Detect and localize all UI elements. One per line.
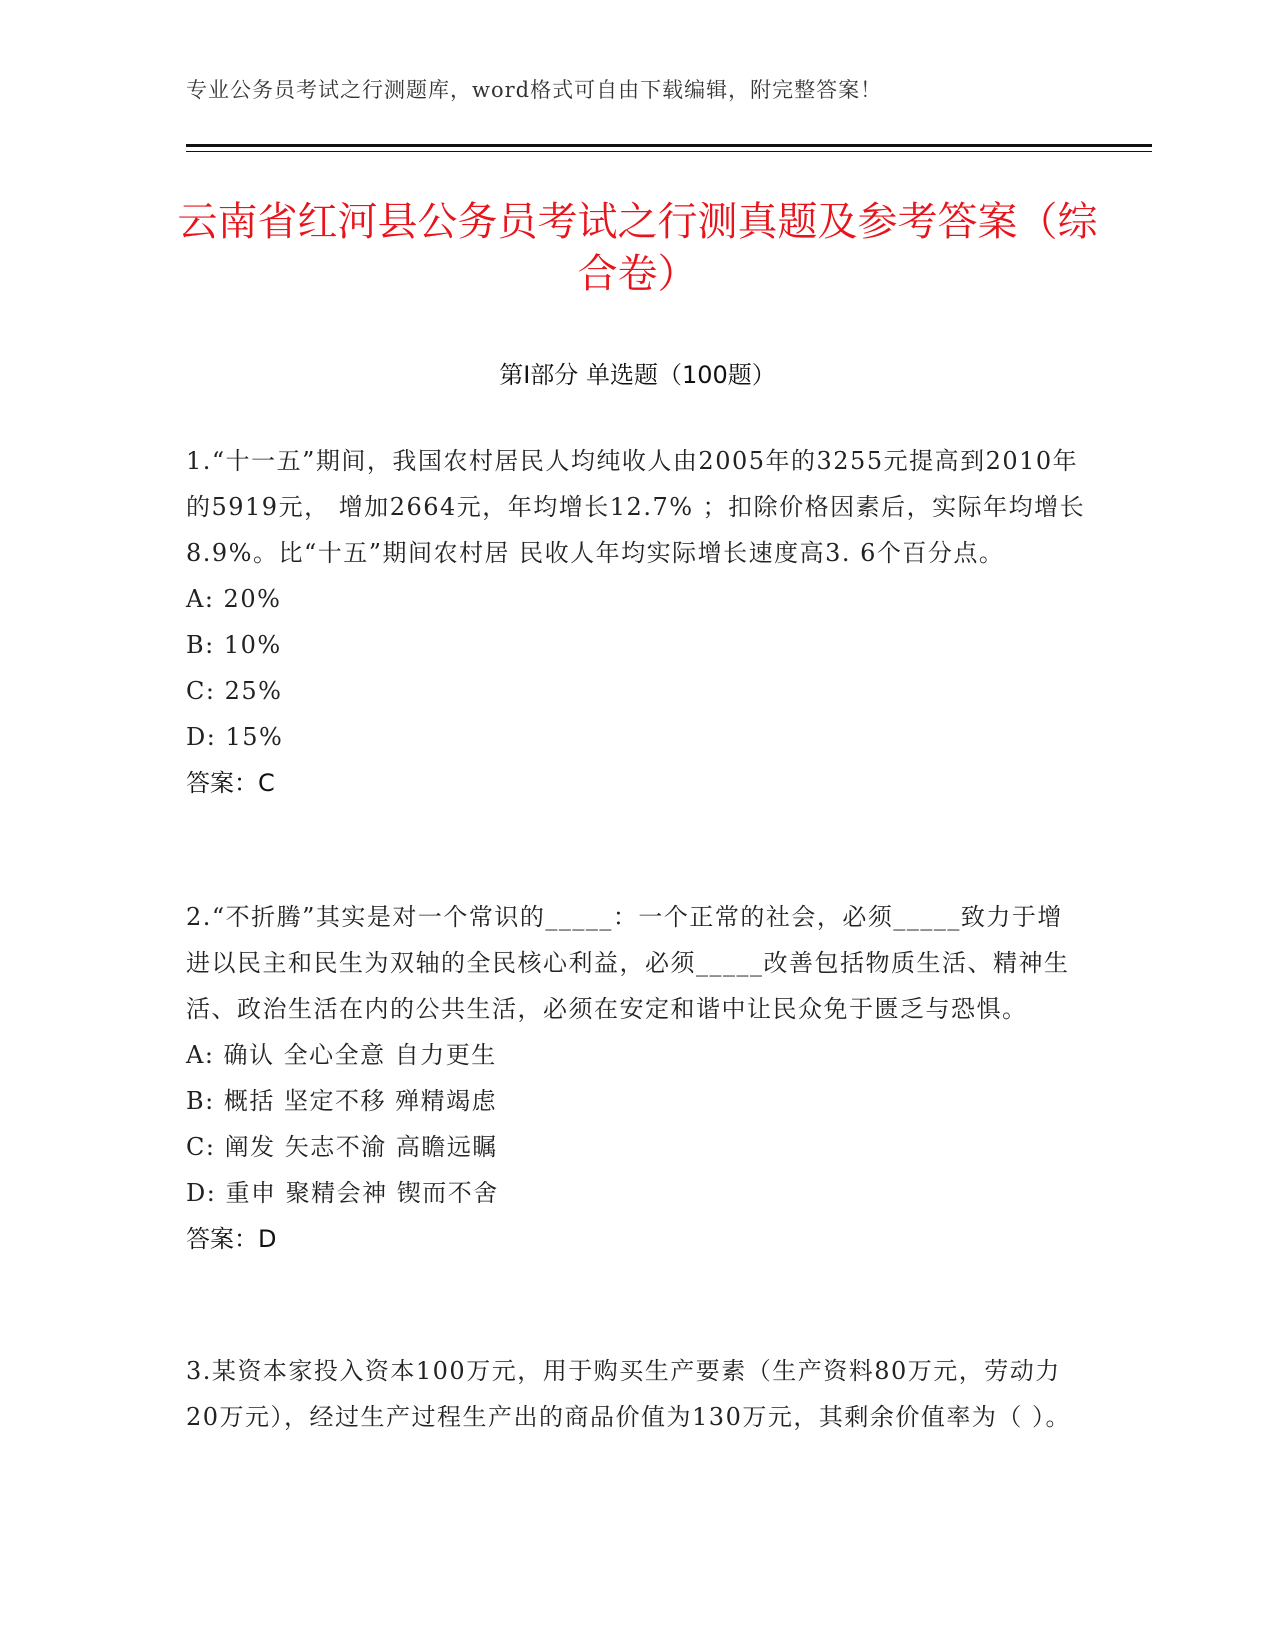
option-a: A: 确认 全心全意 自力更生 (186, 1041, 497, 1069)
document-title: 云南省红河县公务员考试之行测真题及参考答案（综合卷） (177, 199, 1098, 297)
question-stem: 3.某资本家投入资本100万元，用于购买生产要素（生产资料80万元，劳动力20万元），经过生产过程生产出的商品价值为130万元，其剩余价值率为（ ）。 (186, 1357, 1071, 1431)
header-divider-thick (186, 144, 1152, 147)
question-1 (186, 438, 1086, 806)
question-stem: 2.“不折腾”其实是对一个常识的_____：一个正常的社会，必须_____致力于增进以民主和民生为双轴的全民核心利益，必须_____改善包括物质生活、精神生活、政治生活在内的公共生活，必须在安定和谐中让民众免于匮乏与恐惧。 (186, 903, 1070, 1023)
answer-line: 答案：D (186, 1225, 277, 1253)
option-b: B: 10% (186, 631, 282, 659)
question-2 (186, 894, 1086, 1262)
option-d: D: 15% (186, 723, 284, 751)
option-c: C: 25% (186, 677, 283, 705)
header-note: 专业公务员考试之行测题库，word格式可自由下载编辑，附完整答案！ (186, 78, 883, 102)
option-a: A: 20% (186, 585, 282, 613)
section-title: 第Ⅰ部分 单选题（100题） (499, 361, 776, 389)
option-d: D: 重申 聚精会神 锲而不舍 (186, 1179, 499, 1207)
question-3 (186, 1348, 1086, 1440)
answer-line: 答案：C (186, 769, 275, 797)
option-b: B: 概括 坚定不移 殚精竭虑 (186, 1087, 498, 1115)
option-c: C: 阐发 矢志不渝 高瞻远瞩 (186, 1133, 498, 1161)
question-stem: 1.“十一五”期间，我国农村居民人均纯收人由2005年的3255元提高到2010年的5919元， 增加2664元，年均增长12.7% ；扣除价格因素后，实际年均增长8.9%。比“十五”期间农村居 民收人年均实际增长速度高3. 6个百分点。 (186, 447, 1086, 567)
header-divider-thin (186, 151, 1152, 152)
